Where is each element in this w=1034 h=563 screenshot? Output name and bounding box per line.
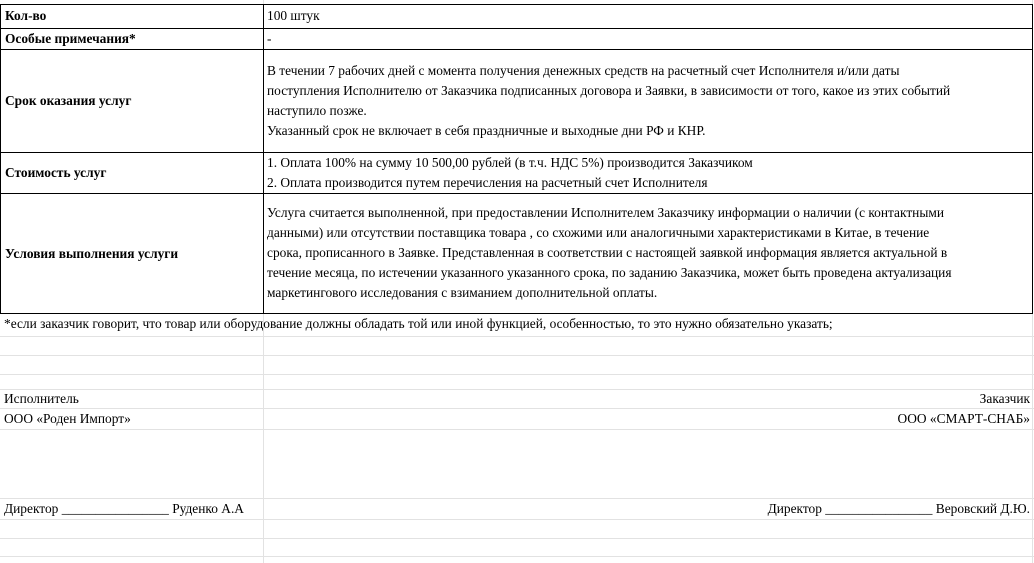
grid-row-line	[0, 429, 1034, 430]
cost-line: 2. Оплата производится путем перечисления на расчетный счет Исполнителя	[267, 175, 708, 190]
notes-value: -	[267, 31, 272, 46]
grid-row-line	[0, 408, 1034, 409]
cost-label: Стоимость услуг	[5, 165, 107, 180]
table-border	[0, 193, 1032, 194]
table-border	[0, 4, 1032, 5]
term-line: В течении 7 рабочих дней с момента получения денежных средств на расчетный счет Исполнителя и/или даты	[267, 63, 900, 78]
conditions-line: срока, прописанного в Заявке. Представленная в соответствии с настоящей заявкой информация является актуальной в	[267, 245, 948, 260]
cost-line: 1. Оплата 100% на сумму 10 500,00 рублей (в т.ч. НДС 5%) производится Заказчиком	[267, 155, 753, 170]
table-border	[1032, 4, 1033, 314]
grid-row-line	[0, 389, 1034, 390]
conditions-line: маркетингового исследования с взиманием дополнительной оплаты.	[267, 285, 658, 300]
executor-signature	[4, 499, 244, 519]
grid-row-line	[0, 355, 1034, 356]
conditions-line: Услуга считается выполненной, при предоставлении Исполнителем Заказчику информации о наличии (с контактными	[267, 205, 944, 220]
conditions-line: течение месяца, по истечении указанного указанного срока, по заданию Заказчика, может быть проведена актуализация	[267, 265, 952, 280]
executor-company: ООО «Роден Импорт»	[4, 411, 131, 426]
term-line: наступило позже.	[267, 103, 367, 118]
grid-row-line	[0, 538, 1034, 539]
qty-value: 100 штук	[267, 8, 320, 23]
cost-text	[267, 153, 753, 193]
term-line: Указанный срок не включает в себя праздничные и выходные дни РФ и КНР.	[267, 123, 706, 138]
executor-role: Исполнитель	[4, 391, 79, 406]
customer-name: Веровский Д.Ю.	[935, 501, 1030, 516]
table-border	[0, 49, 1032, 50]
customer-signature	[768, 499, 1030, 519]
executor-signature-line: ________________	[61, 501, 169, 516]
conditions-label: Условия выполнения услуги	[5, 246, 179, 261]
term-line: поступления Исполнителю от Заказчика подписанных договора и Заявки, в зависимости от того, какое из этих событий	[267, 83, 951, 98]
grid-row-line	[0, 336, 1034, 337]
grid-row-line	[0, 556, 1034, 557]
conditions-text	[267, 203, 952, 303]
conditions-line: данными) или отсутствии поставщика товара , со схожими или аналогичными характеристиками в Китае, в течение	[267, 225, 930, 240]
customer-signature-line: ________________	[825, 501, 933, 516]
table-border	[0, 28, 1032, 29]
customer-role: Заказчик	[979, 391, 1030, 406]
customer-company: ООО «СМАРТ-СНАБ»	[897, 411, 1030, 426]
term-text	[267, 61, 950, 141]
qty-label: Кол-во	[5, 8, 47, 23]
table-border	[0, 4, 1, 314]
customer-title: Директор	[767, 501, 822, 516]
executor-name: Руденко А.А	[172, 501, 244, 516]
table-border	[263, 4, 264, 314]
notes-label: Особые примечания*	[5, 31, 136, 46]
term-label: Срок оказания услуг	[5, 93, 132, 108]
executor-title: Директор	[4, 501, 59, 516]
grid-row-line	[0, 374, 1034, 375]
footnote: *если заказчик говорит, что товар или оборудование должны обладать той или иной функцией, особенностью, то это нужно обязательно указать;	[4, 316, 833, 331]
grid-row-line	[0, 519, 1034, 520]
